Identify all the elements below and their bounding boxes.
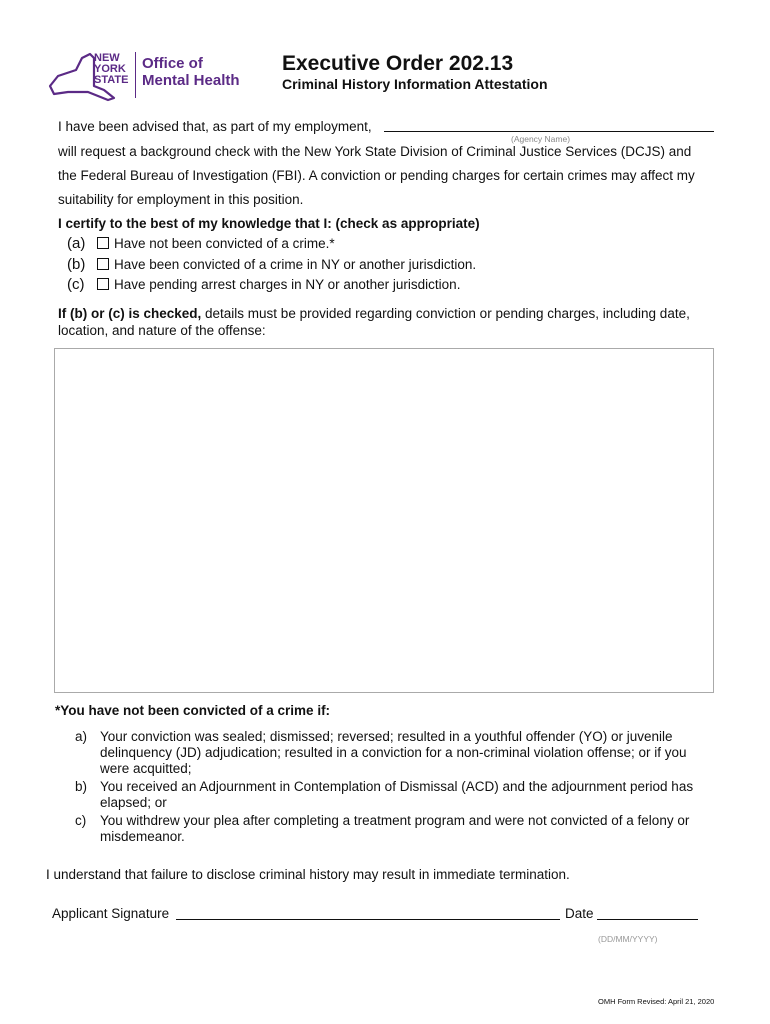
list-item-marker: c) bbox=[75, 813, 87, 828]
details-instructions bbox=[58, 305, 718, 339]
signature-field[interactable] bbox=[176, 919, 560, 920]
certify-heading: I certify to the best of my knowledge that I: (check as appropriate) bbox=[58, 216, 480, 231]
option-a-label: Have not been convicted of a crime.* bbox=[114, 236, 335, 251]
option-b bbox=[67, 256, 476, 273]
intro-line4: suitability for employment in this position. bbox=[58, 192, 304, 207]
logo-state-line1: NEW bbox=[94, 52, 120, 64]
option-c-checkbox[interactable] bbox=[97, 278, 109, 290]
option-b-checkbox[interactable] bbox=[97, 258, 109, 270]
page-subtitle: Criminal History Information Attestation bbox=[282, 76, 548, 92]
option-c-letter: (c) bbox=[67, 276, 85, 293]
option-b-label: Have been convicted of a crime in NY or another jurisdiction. bbox=[114, 257, 477, 272]
option-a-letter: (a) bbox=[67, 235, 86, 252]
logo-office-name bbox=[142, 55, 240, 89]
list-item-text: Your conviction was sealed; dismissed; reversed; resulted in a youthful offender (YO) or juvenile delinquency (JD) adjudication; resulted in a conviction for a non-criminal violation offense; or if you were acquitted; bbox=[100, 729, 687, 776]
not-convicted-list bbox=[75, 729, 715, 847]
logo-office-line2: Mental Health bbox=[142, 72, 240, 89]
list-item bbox=[75, 779, 715, 811]
list-item bbox=[75, 813, 715, 845]
list-item-text: You received an Adjournment in Contemplation of Dismissal (ACD) and the adjournment period has elapsed; or bbox=[100, 779, 694, 810]
date-label: Date bbox=[565, 906, 594, 921]
logo-state-line3: STATE bbox=[94, 74, 129, 86]
logo-state-line2: YORK bbox=[94, 63, 126, 75]
date-format-hint: (DD/MM/YYYY) bbox=[598, 934, 658, 944]
intro-line2: will request a background check with the New York State Division of Criminal Justice Services (DCJS) and bbox=[58, 144, 692, 159]
date-field[interactable] bbox=[597, 919, 698, 920]
logo-office-line1: Office of bbox=[142, 55, 203, 72]
termination-notice: I understand that failure to disclose criminal history may result in immediate termination. bbox=[46, 867, 570, 882]
page-title: Executive Order 202.13 bbox=[282, 52, 514, 75]
details-text: details must be provided regarding conviction or pending charges, including date, location, and nature of the offense: bbox=[58, 306, 690, 338]
option-b-letter: (b) bbox=[67, 256, 86, 273]
signature-label: Applicant Signature bbox=[52, 906, 170, 921]
list-item-marker: a) bbox=[75, 729, 88, 744]
option-c-label: Have pending arrest charges in NY or another jurisdiction. bbox=[114, 277, 461, 292]
intro-line1: I have been advised that, as part of my employment, bbox=[58, 119, 372, 134]
option-a bbox=[67, 235, 335, 252]
logo-divider bbox=[135, 52, 136, 98]
list-item-text: You withdrew your plea after completing a treatment program and were not convicted of a felony or misdemeanor. bbox=[100, 813, 690, 844]
agency-name-field[interactable] bbox=[384, 131, 714, 132]
intro-line3: the Federal Bureau of Investigation (FBI). A conviction or pending charges for certain crimes may affect my bbox=[58, 168, 695, 183]
option-a-checkbox[interactable] bbox=[97, 237, 109, 249]
form-revision-footer: OMH Form Revised: April 21, 2020 bbox=[598, 997, 715, 1006]
details-bold: If (b) or (c) is checked, bbox=[58, 306, 202, 321]
agency-name-hint: (Agency Name) bbox=[511, 134, 571, 144]
list-item-marker: b) bbox=[75, 779, 88, 794]
list-item bbox=[75, 729, 715, 777]
details-textbox[interactable] bbox=[54, 348, 714, 693]
logo-state-name bbox=[94, 53, 128, 86]
option-c bbox=[67, 276, 460, 293]
not-convicted-heading: *You have not been convicted of a crime if: bbox=[55, 703, 331, 718]
